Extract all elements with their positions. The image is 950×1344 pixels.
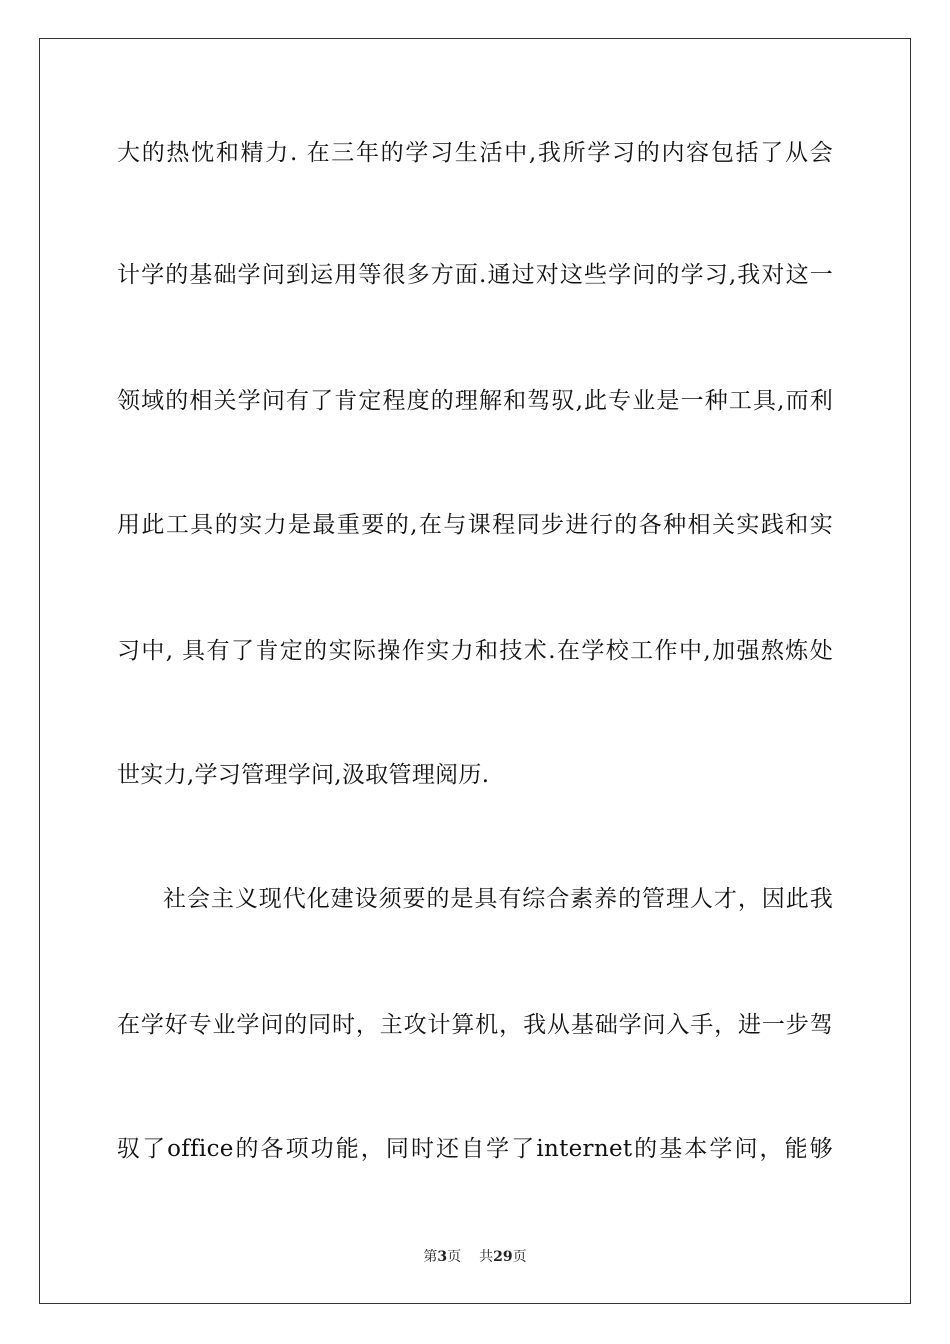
text-line-1: 大的热忱和精力. 在三年的学习生活中,我所学习的内容包括了从会: [117, 140, 833, 166]
text-line-4: 用此工具的实力是最重要的,在与课程同步进行的各种相关实践和实: [117, 512, 833, 538]
page-suffix: 页: [447, 1249, 462, 1265]
text-line-9: 驭了office的各项功能，同时还自学了internet的基本学问，能够: [117, 1136, 833, 1162]
total-pages: 29: [493, 1249, 513, 1265]
page-footer: [0, 1248, 950, 1266]
page-number: 3: [437, 1249, 448, 1265]
page-prefix: 第: [423, 1249, 438, 1265]
text-line-5: 习中, 具有了肯定的实际操作实力和技术.在学校工作中,加强熬炼处: [117, 638, 833, 664]
text-line-7: 社会主义现代化建设须要的是具有综合素养的管理人才，因此我: [163, 886, 833, 912]
text-line-3: 领域的相关学问有了肯定程度的理解和驾驭,此专业是一种工具,而利: [117, 388, 833, 414]
text-line-2: 计学的基础学问到运用等很多方面.通过对这些学问的学习,我对这一: [117, 262, 833, 288]
total-prefix: 共: [479, 1249, 494, 1265]
total-suffix: 页: [512, 1249, 527, 1265]
text-line-8: 在学好专业学问的同时，主攻计算机，我从基础学问入手，进一步驾: [117, 1012, 833, 1038]
text-line-6: 世实力,学习管理学问,汲取管理阅历.: [117, 762, 490, 788]
page-border: [39, 38, 911, 1304]
